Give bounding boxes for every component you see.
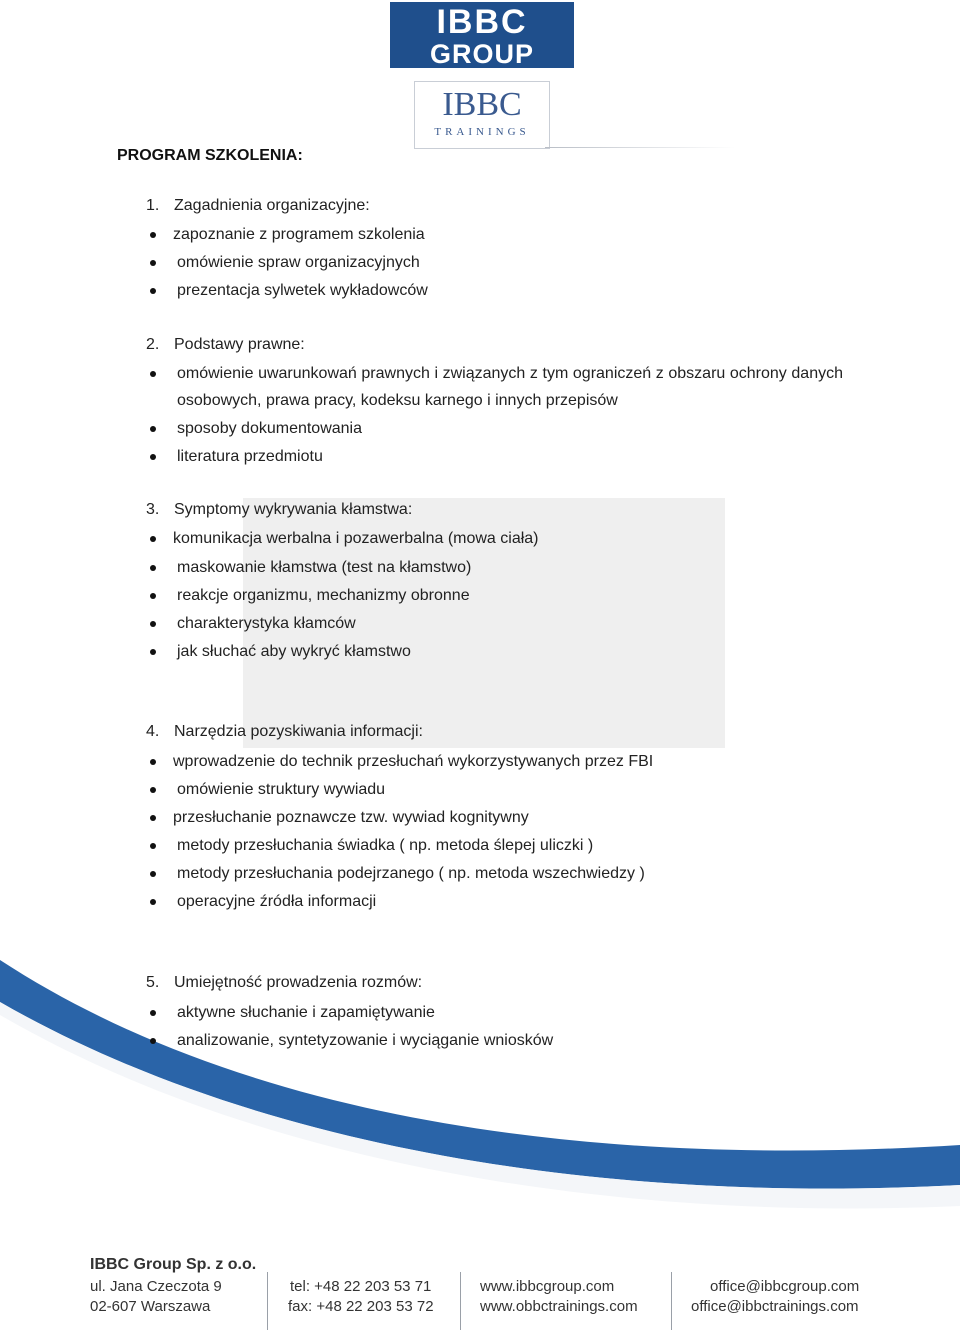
- bullet-icon: [150, 787, 156, 793]
- bullet-icon: [150, 593, 156, 599]
- section-title: [146, 197, 370, 215]
- logo-group-line1: IBBC: [436, 3, 528, 41]
- footer-fax: fax: +48 22 203 53 72: [288, 1298, 434, 1315]
- bullet-icon: [150, 649, 156, 655]
- ibbc-group-logo: [390, 2, 574, 68]
- header-rule: [545, 147, 735, 148]
- section-title-text: Umiejętność prowadzenia rozmów:: [174, 974, 423, 991]
- ibbc-trainings-logo: [414, 81, 550, 149]
- bullet-icon: [150, 843, 156, 849]
- bullet-icon: [150, 871, 156, 877]
- bullet-icon: [150, 371, 156, 377]
- section-title: [146, 723, 423, 741]
- footer-web-link[interactable]: www.obbctrainings.com: [480, 1298, 638, 1315]
- bullet-icon: [150, 815, 156, 821]
- bullet-icon: [150, 454, 156, 460]
- footer-web-link[interactable]: www.ibbcgroup.com: [480, 1278, 615, 1295]
- logo-group-line2: GROUP: [429, 39, 535, 68]
- bullet-icon: [150, 899, 156, 905]
- bullet-icon: [150, 288, 156, 294]
- section-title-text: Zagadnienia organizacyjne:: [174, 197, 370, 214]
- section-number: 3.: [146, 501, 160, 518]
- page-title: PROGRAM SZKOLENIA:: [117, 147, 303, 164]
- bullet-icon: [150, 260, 156, 266]
- section-title-text: Narzędzia pozyskiwania informacji:: [174, 723, 423, 740]
- footer-street: ul. Jana Czeczota 9: [90, 1278, 222, 1295]
- section-title: [146, 974, 422, 992]
- bullet-icon: [150, 759, 156, 765]
- section-number: 4.: [146, 723, 160, 740]
- footer-divider: [460, 1272, 461, 1330]
- bullet-icon: [150, 621, 156, 627]
- section-title: [146, 501, 412, 519]
- logo-trainings-sub: TRAININGS: [434, 126, 530, 138]
- section-number: 1.: [146, 197, 160, 214]
- footer-tel: tel: +48 22 203 53 71: [290, 1278, 432, 1295]
- footer-company: IBBC Group Sp. z o.o.: [90, 1256, 257, 1273]
- footer-swoosh: [0, 960, 960, 1250]
- footer-email-link[interactable]: office@ibbcgroup.com: [710, 1278, 860, 1295]
- bullet-icon: [150, 536, 156, 542]
- section-title-text: Symptomy wykrywania kłamstwa:: [174, 501, 413, 518]
- section-title: [146, 336, 305, 354]
- bullet-icon: [150, 426, 156, 432]
- footer-divider: [267, 1272, 268, 1330]
- footer-email-link[interactable]: office@ibbctrainings.com: [691, 1298, 859, 1315]
- footer-divider: [671, 1272, 672, 1330]
- footer-city: 02-607 Warszawa: [90, 1298, 211, 1315]
- section-number: 2.: [146, 336, 160, 353]
- section-title-text: Podstawy prawne:: [174, 336, 305, 353]
- bullet-icon: [150, 1038, 156, 1044]
- logo-trainings-main: IBBC: [442, 86, 522, 123]
- section-number: 5.: [146, 974, 160, 991]
- bullet-icon: [150, 565, 156, 571]
- bullet-icon: [150, 1010, 156, 1016]
- bullet-icon: [150, 232, 156, 238]
